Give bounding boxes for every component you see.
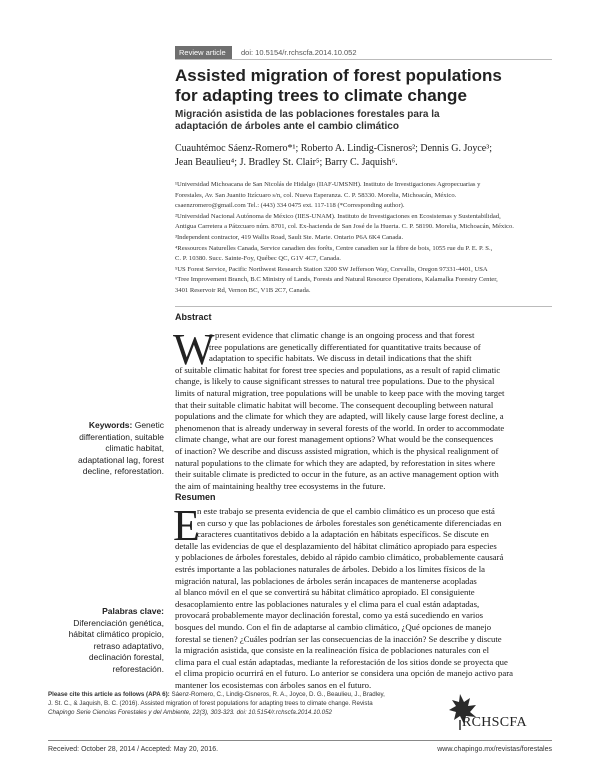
affiliation-line: 3401 Reservoir Rd, Vernon BC, V1B 2C7, Canada. [175, 286, 311, 294]
resumen-text: n este trabajo se presenta evidencia de que el cambio climático es un proceso que está en curso y que las poblaciones de árboles forestales son genéticamente diferenciadas en caracteres cuantitativos debido a la adaptación en hábitats específicos. Se discute en detalle las evidencias de que el desplazamiento del hábitat climático apropiado para especies y poblaciones de árboles forestales, debido al rápido cambio climático, probablemente causará estrés importante a las poblaciones naturales de árboles. Debido a los límites físicos de la migración natural, las poblaciones de árboles serán incapaces de mantenerse acopladas al blanco móvil en el que se convertirá su hábitat climático apropiado. El consiguiente desacoplamiento entre las poblaciones naturales y el clima para el cual están adaptadas, provocará probablemente mayor declinación forestal, como ya está sucediendo en varios bosques del mundo. Con el fin de adaptarse al cambio climático, ¿Qué opciones de manejo forestal se tienen? ¿Cuáles podrían ser las consecuencias de la inacción? Se describe y discute la migración asistida, que consiste en la realineación física de poblaciones naturales con el clima para el cual están adaptadas, mediante la reforestación de los sitios donde se proyecta que el clima propicio ocurrirá en el futuro. Lo anterior se considera una opción de manejo activo para mantener los ecosistemas con árboles sanos en el futuro. [175, 506, 513, 690]
cite-label: Please cite this article as follows (APA 6): [48, 691, 170, 698]
palabras-label: Palabras clave: [102, 606, 164, 616]
affiliation-divider [175, 306, 552, 307]
affiliation-line: ¹Universidad Michoacana de San Nicolás de Hidalgo (IIAF-UMSNH). Instituto de Investigaciones Agropecuarias y [175, 181, 481, 188]
article-header [175, 46, 552, 59]
journal-logo-text: RCHSCFA [462, 715, 527, 730]
header-divider [175, 59, 552, 60]
affiliations [175, 180, 545, 297]
keywords-label: Keywords: [88, 420, 133, 430]
abstract-heading: Abstract [175, 312, 212, 322]
author-list: Cuauhtémoc Sáenz-Romero*¹; Roberto A. Lindig-Cisneros²; Dennis G. Joyce³; Jean Beaulieu⁴; J. Bradley St. Clair⁵; Barry C. Jaquish⁶. [175, 143, 492, 168]
affiliation-line: Antigua Carretera a Pátzcuaro núm. 8701, col. Ex-hacienda de San José de la Huerta. C. P. 58190. Morelia, Michoacán, México. [175, 223, 514, 231]
palabras-clave: Palabras clave: Diferenciación genética, hábitat climático propicio, retraso adaptativo, declinación forestal, reforestación. [68, 606, 164, 674]
affiliation-line: ⁵US Forest Service, Pacific Northwest Research Station 3200 SW Jefferson Way, Corvallis, Oregon 97331-4401, USA [175, 265, 488, 273]
article-subtitle: Migración asistida de las poblaciones forestales para la adaptación de árboles ante el cambio climático [175, 109, 440, 132]
keywords: Keywords: Genetic differentiation, suitable climatic habitat, adaptational lag, forest decline, reforestation. [77, 420, 164, 476]
doi-link[interactable]: doi: 10.5154/r.rchscfa.2014.10.052 [241, 48, 357, 57]
resumen-dropcap: E [173, 501, 200, 550]
article-type-tag: Review article [175, 46, 232, 59]
citation-box: Please cite this article as follows (APA 6): Sáenz-Romero, C., Lindig-Cisneros, R. A., Joyce, D. G., Beaulieu, J., Bradley, J. St. C., & Jaquish, B. C. (2016). Assisted migration of forest populations for adapting trees to climate change. Revista Chapingo Serie Ciencias Forestales y del Ambiente, 22(3), 303-323. doi: 10.5154/r.rchscfa.2014.10.052 [48, 691, 385, 716]
journal-website-link[interactable]: www.chapingo.mx/revistas/forestales [437, 746, 552, 753]
affiliation-line: ⁴Ressources Naturelles Canada, Service canadien des forêts, Centre canadien sur la fibre de bois, 1055 rue du P. E. P. S., [175, 244, 493, 252]
affiliation-line: csaenzromero@gmail.com Tel.: (443) 334 0475 ext. 117-118 (*Corresponding author). [175, 202, 405, 210]
affiliation-line: C. P. 10380. Succ. Sainte-Foy, Québec QC, G1V 4C7, Canada. [175, 255, 341, 263]
footer-divider [48, 740, 552, 741]
affiliation-line: Forestales, Av. San Juanito Itzícuaro s/n, col. Nueva Esperanza. C. P. 58330. Morelia, Michoacán, México. [175, 191, 457, 199]
affiliation-line: ³Independent contractor, 419 Wallis Road, Sault Ste. Marie. Ontario P6A 6K4 Canada. [175, 233, 404, 241]
abstract-text: e present evidence that climatic change is an ongoing process and that forest tree populations are genetically differentiated for quantitative traits because of adaptation to specific habitats. We discuss in detail indications that the shift of suitable climatic habitat for forest tree species and populations, as a result of rapid climatic change, is likely to cause significant stresses to natural tree populations. Due to the physical limits of natural migration, tree populations will be unable to keep pace with the moving target that their suitable climatic habitat will become. The consequent decoupling between natural populations and the climate for which they are adapted, will likely cause large forest decline, a phenomenon that is already underway in several forests of the world. In order to accommodate climate change, what are our forest management options? What would be the consequences of inaction? We describe and discuss assisted migration, which is the physical realignment of natural populations to the climate for which they are adapted, by reforestation in sites where their suitable climate is predicted to occur in the future, as an active management option with the aim of maintaining healthy tree ecosystems in the future. [175, 330, 505, 491]
resumen-heading: Resumen [175, 492, 216, 502]
abstract-dropcap: W [173, 325, 215, 374]
affiliation-line: ²Universidad Nacional Autónoma de México (IIES-UNAM). Instituto de Investigaciones en Ecosistemas y Sustentabilidad, [175, 212, 501, 220]
affiliation-line: ⁶Tree Improvement Branch, B.C Ministry of Lands, Forests and Natural Resource Operations, Kalamalka Forestry Center, [175, 276, 498, 284]
received-date: Received: October 28, 2014 / Accepted: May 20, 2016. [48, 746, 219, 753]
article-title: Assisted migration of forest populations for adapting trees to climate change [175, 66, 502, 105]
